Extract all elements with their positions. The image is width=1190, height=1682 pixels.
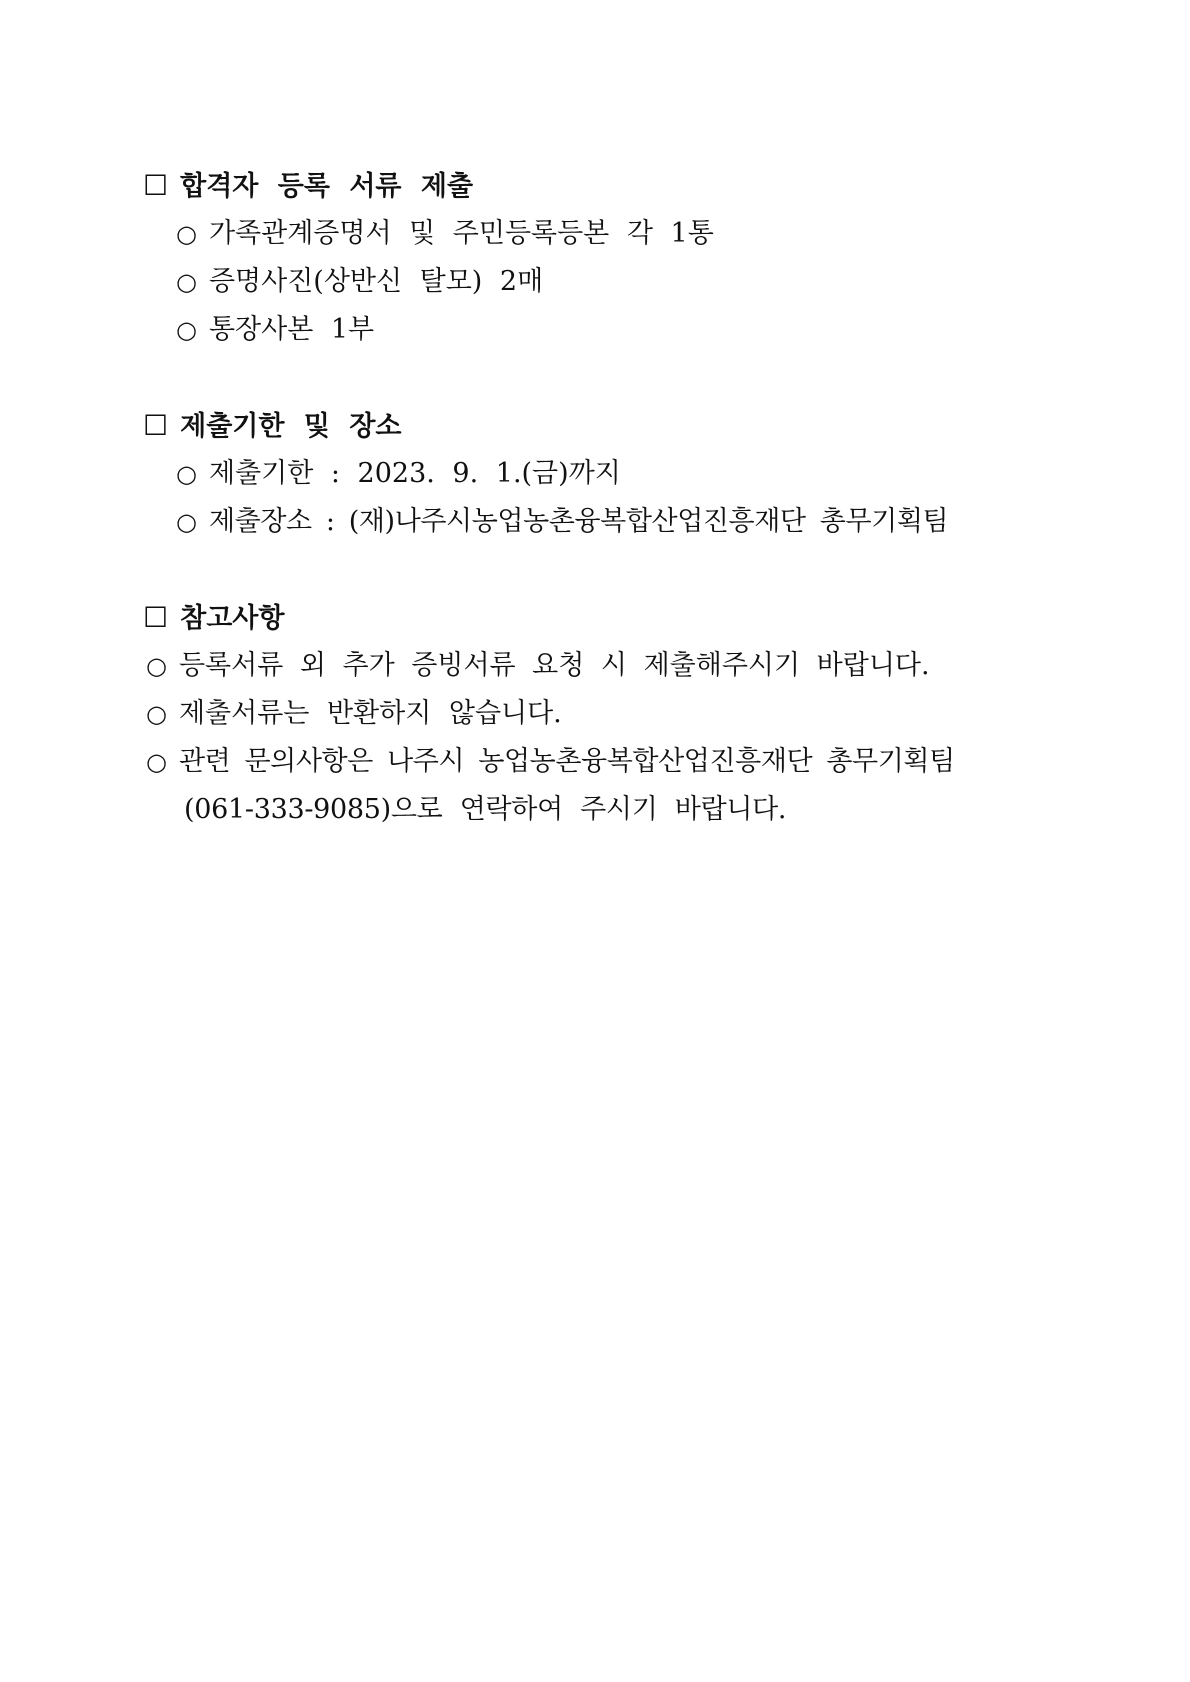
square-bullet-icon: ☐ [143, 409, 169, 442]
list-item-text: 증명사진(상반신 탈모) 2매 [208, 266, 544, 297]
section-heading-submission-documents [143, 168, 473, 205]
circle-bullet-icon: ○ [146, 748, 167, 776]
list-item-text: 관련 문의사항은 나주시 농업농촌융복합산업진흥재단 총무기획팀 [178, 746, 955, 777]
circle-bullet-icon: ○ [176, 220, 197, 248]
heading-text: 합격자 등록 서류 제출 [180, 171, 474, 202]
circle-bullet-icon: ○ [176, 268, 197, 296]
list-item-text: 제출기한 : 2023. 9. 1.(금)까지 [208, 458, 621, 489]
list-item [176, 504, 948, 540]
heading-text: 제출기한 및 장소 [180, 411, 402, 442]
list-item [146, 648, 930, 684]
square-bullet-icon: ☐ [143, 169, 169, 202]
square-bullet-icon: ☐ [143, 601, 169, 634]
list-item [176, 216, 714, 252]
list-item-text: 제출장소 : (재)나주시농업농촌융복합산업진흥재단 총무기획팀 [208, 506, 949, 537]
list-item-text: 제출서류는 반환하지 않습니다. [178, 698, 562, 729]
list-item [176, 264, 543, 300]
circle-bullet-icon: ○ [176, 460, 197, 488]
list-item-text: (061-333-9085)으로 연락하여 주시기 바랍니다. [184, 794, 787, 825]
list-item-text: 통장사본 1부 [208, 314, 375, 345]
list-item [176, 456, 621, 492]
list-item [146, 744, 955, 780]
section-heading-deadline-location [143, 408, 401, 445]
list-item-text: 등록서류 외 추가 증빙서류 요청 시 제출해주시기 바랍니다. [178, 650, 930, 681]
list-item [176, 312, 374, 348]
circle-bullet-icon: ○ [176, 508, 197, 536]
list-item-continuation [184, 792, 786, 828]
circle-bullet-icon: ○ [146, 700, 167, 728]
list-item [146, 696, 562, 732]
circle-bullet-icon: ○ [146, 652, 167, 680]
list-item-text: 가족관계증명서 및 주민등록등본 각 1통 [208, 218, 714, 249]
heading-text: 참고사항 [180, 603, 285, 634]
circle-bullet-icon: ○ [176, 316, 197, 344]
section-heading-notes [143, 600, 284, 637]
